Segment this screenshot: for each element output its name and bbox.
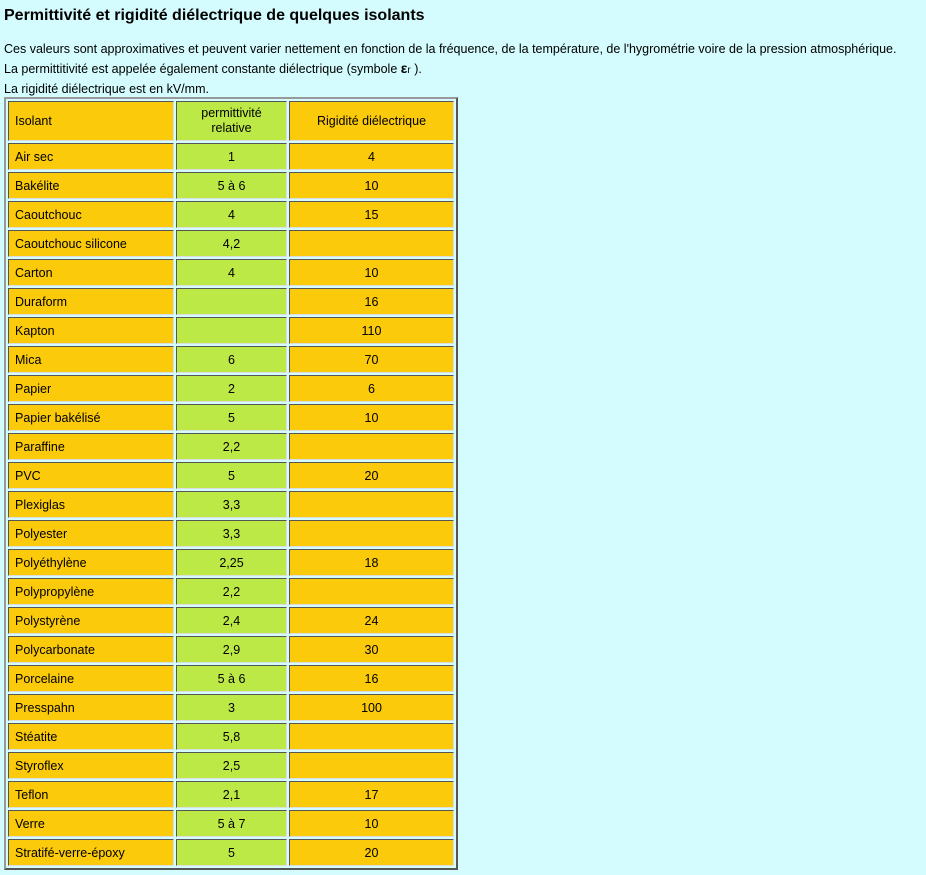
cell-dielectric-strength	[289, 230, 454, 257]
table-row	[8, 375, 454, 402]
cell-dielectric-strength: 10	[289, 404, 454, 431]
cell-relative-permittivity: 2,1	[176, 781, 287, 808]
table-row	[8, 549, 454, 576]
table-row	[8, 317, 454, 344]
cell-relative-permittivity: 4,2	[176, 230, 287, 257]
epsilon-glyph: ε	[400, 60, 408, 76]
table-header-row	[8, 101, 454, 141]
cell-relative-permittivity: 5	[176, 462, 287, 489]
cell-relative-permittivity: 2,2	[176, 578, 287, 605]
cell-insulant-name: Bakélite	[8, 172, 174, 199]
table-row	[8, 810, 454, 837]
table-row	[8, 694, 454, 721]
cell-relative-permittivity: 3	[176, 694, 287, 721]
cell-dielectric-strength: 16	[289, 288, 454, 315]
cell-insulant-name: Porcelaine	[8, 665, 174, 692]
cell-dielectric-strength	[289, 578, 454, 605]
cell-relative-permittivity: 2,5	[176, 752, 287, 779]
cell-relative-permittivity: 5 à 6	[176, 665, 287, 692]
table-row	[8, 665, 454, 692]
table-row	[8, 462, 454, 489]
table-row	[8, 781, 454, 808]
intro-line-1: Ces valeurs sont approximatives et peuvent varier nettement en fonction de la fréquence, de la température, de l'hygrométrie voire de la pression atmosphérique.	[4, 42, 897, 56]
cell-relative-permittivity: 5	[176, 404, 287, 431]
table-row	[8, 404, 454, 431]
cell-relative-permittivity: 3,3	[176, 520, 287, 547]
header-dielectric-strength: Rigidité diélectrique	[289, 101, 454, 141]
cell-relative-permittivity: 5	[176, 839, 287, 866]
cell-insulant-name: Paraffine	[8, 433, 174, 460]
cell-relative-permittivity: 2,4	[176, 607, 287, 634]
cell-insulant-name: Papier bakélisé	[8, 404, 174, 431]
table-row	[8, 346, 454, 373]
cell-insulant-name: Stéatite	[8, 723, 174, 750]
cell-insulant-name: Teflon	[8, 781, 174, 808]
cell-dielectric-strength: 24	[289, 607, 454, 634]
cell-insulant-name: Polyéthylène	[8, 549, 174, 576]
intro-line-3: La rigidité diélectrique est en kV/mm.	[4, 82, 209, 96]
cell-dielectric-strength	[289, 433, 454, 460]
cell-dielectric-strength: 100	[289, 694, 454, 721]
insulators-table-body	[8, 101, 454, 866]
cell-relative-permittivity: 1	[176, 143, 287, 170]
cell-dielectric-strength: 4	[289, 143, 454, 170]
cell-dielectric-strength: 20	[289, 462, 454, 489]
cell-dielectric-strength: 110	[289, 317, 454, 344]
insulators-table	[4, 97, 458, 870]
table-row	[8, 723, 454, 750]
table-row	[8, 839, 454, 866]
cell-relative-permittivity: 2,9	[176, 636, 287, 663]
cell-insulant-name: Verre	[8, 810, 174, 837]
cell-dielectric-strength: 10	[289, 259, 454, 286]
cell-insulant-name: Kapton	[8, 317, 174, 344]
header-permittivity-line2: relative	[211, 121, 252, 135]
table-row	[8, 433, 454, 460]
cell-relative-permittivity: 3,3	[176, 491, 287, 518]
intro-line-2-before: La permittitivité est appelée également constante diélectrique (symbole	[4, 62, 401, 76]
cell-relative-permittivity: 5 à 6	[176, 172, 287, 199]
table-row	[8, 172, 454, 199]
cell-insulant-name: Polycarbonate	[8, 636, 174, 663]
cell-dielectric-strength	[289, 491, 454, 518]
cell-dielectric-strength	[289, 520, 454, 547]
cell-insulant-name: Air sec	[8, 143, 174, 170]
cell-insulant-name: Duraform	[8, 288, 174, 315]
table-row	[8, 288, 454, 315]
table-row	[8, 491, 454, 518]
header-permittivity	[176, 101, 287, 141]
table-row	[8, 230, 454, 257]
table-row	[8, 752, 454, 779]
cell-dielectric-strength: 30	[289, 636, 454, 663]
cell-insulant-name: Plexiglas	[8, 491, 174, 518]
cell-dielectric-strength: 18	[289, 549, 454, 576]
cell-relative-permittivity: 4	[176, 201, 287, 228]
cell-insulant-name: Stratifé-verre-époxy	[8, 839, 174, 866]
cell-relative-permittivity: 2	[176, 375, 287, 402]
intro-line-2-after: ).	[410, 62, 422, 76]
intro-line-2	[4, 61, 926, 78]
table-row	[8, 143, 454, 170]
cell-relative-permittivity: 5,8	[176, 723, 287, 750]
cell-relative-permittivity: 6	[176, 346, 287, 373]
epsilon-r-symbol	[401, 60, 411, 76]
epsilon-subscript: r	[407, 65, 411, 76]
cell-relative-permittivity	[176, 288, 287, 315]
cell-insulant-name: Carton	[8, 259, 174, 286]
table-row	[8, 636, 454, 663]
header-permittivity-line1: permittivité	[201, 106, 262, 120]
cell-relative-permittivity	[176, 317, 287, 344]
cell-dielectric-strength	[289, 723, 454, 750]
cell-dielectric-strength: 15	[289, 201, 454, 228]
cell-dielectric-strength: 16	[289, 665, 454, 692]
table-row	[8, 607, 454, 634]
header-insulant: Isolant	[8, 101, 174, 141]
cell-dielectric-strength	[289, 752, 454, 779]
table-row	[8, 201, 454, 228]
table-row	[8, 578, 454, 605]
cell-relative-permittivity: 2,2	[176, 433, 287, 460]
cell-insulant-name: PVC	[8, 462, 174, 489]
cell-dielectric-strength: 10	[289, 810, 454, 837]
cell-dielectric-strength: 20	[289, 839, 454, 866]
cell-dielectric-strength: 10	[289, 172, 454, 199]
cell-insulant-name: Caoutchouc	[8, 201, 174, 228]
cell-relative-permittivity: 4	[176, 259, 287, 286]
table-row	[8, 259, 454, 286]
cell-insulant-name: Styroflex	[8, 752, 174, 779]
page-title: Permittivité et rigidité diélectrique de quelques isolants	[4, 7, 425, 24]
cell-relative-permittivity: 5 à 7	[176, 810, 287, 837]
cell-relative-permittivity: 2,25	[176, 549, 287, 576]
cell-insulant-name: Papier	[8, 375, 174, 402]
cell-insulant-name: Mica	[8, 346, 174, 373]
cell-dielectric-strength: 70	[289, 346, 454, 373]
cell-dielectric-strength: 17	[289, 781, 454, 808]
table-row	[8, 520, 454, 547]
cell-insulant-name: Polystyrène	[8, 607, 174, 634]
cell-insulant-name: Caoutchouc silicone	[8, 230, 174, 257]
cell-dielectric-strength: 6	[289, 375, 454, 402]
cell-insulant-name: Polypropylène	[8, 578, 174, 605]
cell-insulant-name: Polyester	[8, 520, 174, 547]
cell-insulant-name: Presspahn	[8, 694, 174, 721]
